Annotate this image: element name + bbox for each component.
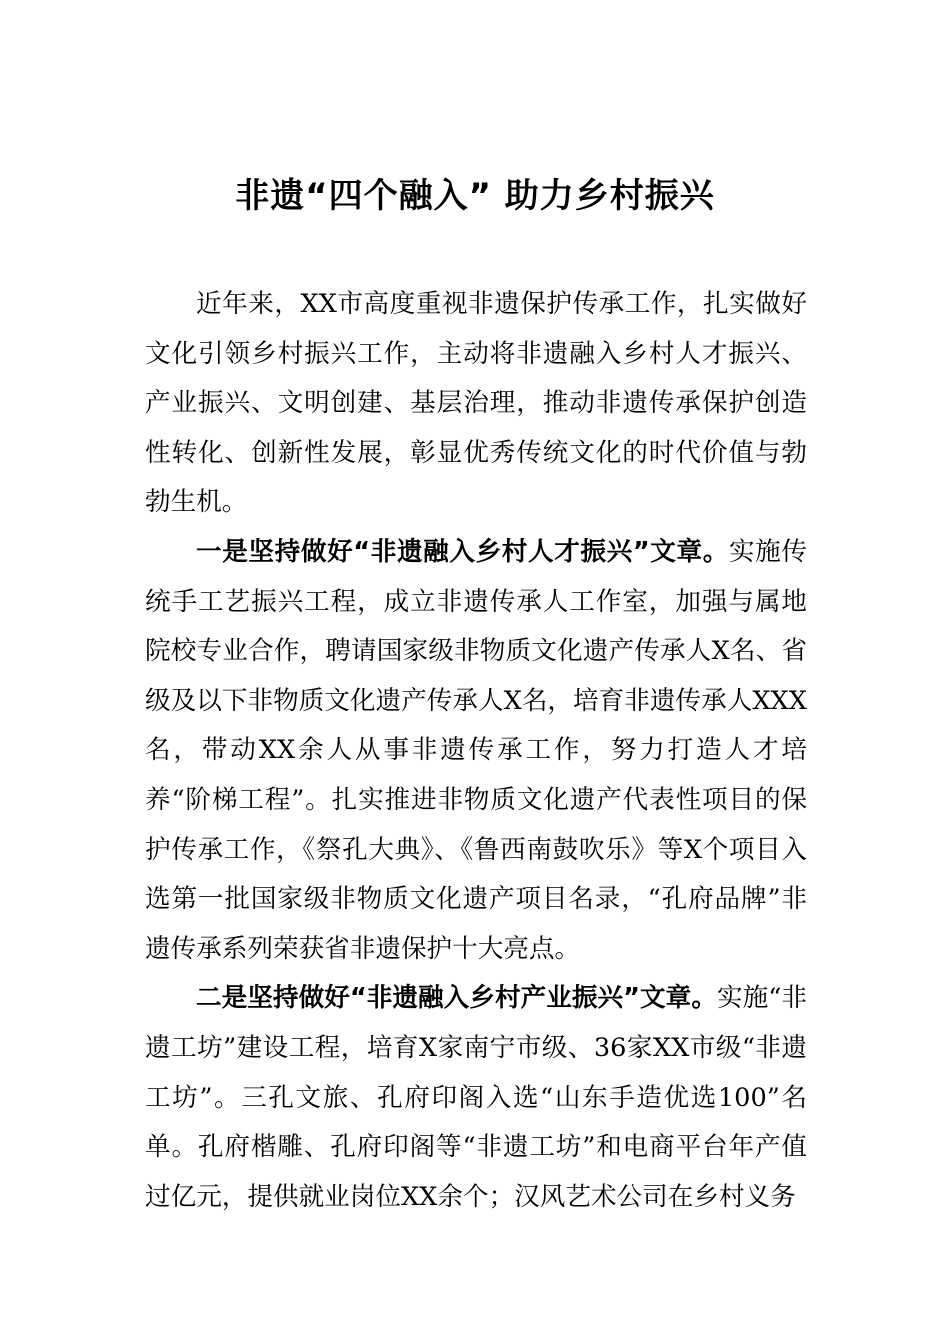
paragraph-text: 实施“非遗工坊”建设工程，培育X家南宁市级、36家XX市级“非遗工坊”。三孔文旅、孔府印阁入选“山东手造优选100”名单。孔府楷雕、孔府印阁等“非遗工坊”和电商平台年产值过亿元，提供就业岗位XX余个；汉风艺术公司在乡村义务 — [145, 983, 807, 1212]
document-title: 非遗“四个融入” 助力乡村振兴 — [235, 176, 715, 216]
paragraph-text: 近年来，XX市高度重视非遗保护传承工作，扎实做好文化引领乡村振兴工作，主动将非遗融入乡村人才振兴、产业振兴、文明创建、基层治理，推动非遗传承保护创造性转化、创新性发展，彰显优秀传统文化的时代价值与勃勃生机。 — [145, 289, 807, 518]
paragraph-text: 实施传统手工艺振兴工程，成立非遗传承人工作室，加强与属地院校专业合作，聘请国家级非物质文化遗产传承人X名、省级及以下非物质文化遗产传承人X名，培育非遗传承人XXX名，带动XX余人从事非遗传承工作，努力打造人才培养“阶梯工程”。扎实推进非物质文化遗产代表性项目的保护传承工作，《祭孔大典》、《鲁西南鼓吹乐》等X个项目入选第一批国家级非物质文化遗产项目名录，“孔府品牌”非遗传承系列荣获省非遗保护十大亮点。 — [145, 536, 807, 964]
paragraph-industry — [145, 974, 807, 1222]
paragraph-talent — [145, 528, 807, 974]
document-body — [145, 280, 807, 1222]
paragraph-lead: 二是坚持做好“非遗融入乡村产业振兴”文章。 — [196, 983, 717, 1014]
paragraph-intro — [145, 280, 807, 528]
paragraph-lead: 一是坚持做好“非遗融入乡村人才振兴”文章。 — [196, 536, 729, 567]
